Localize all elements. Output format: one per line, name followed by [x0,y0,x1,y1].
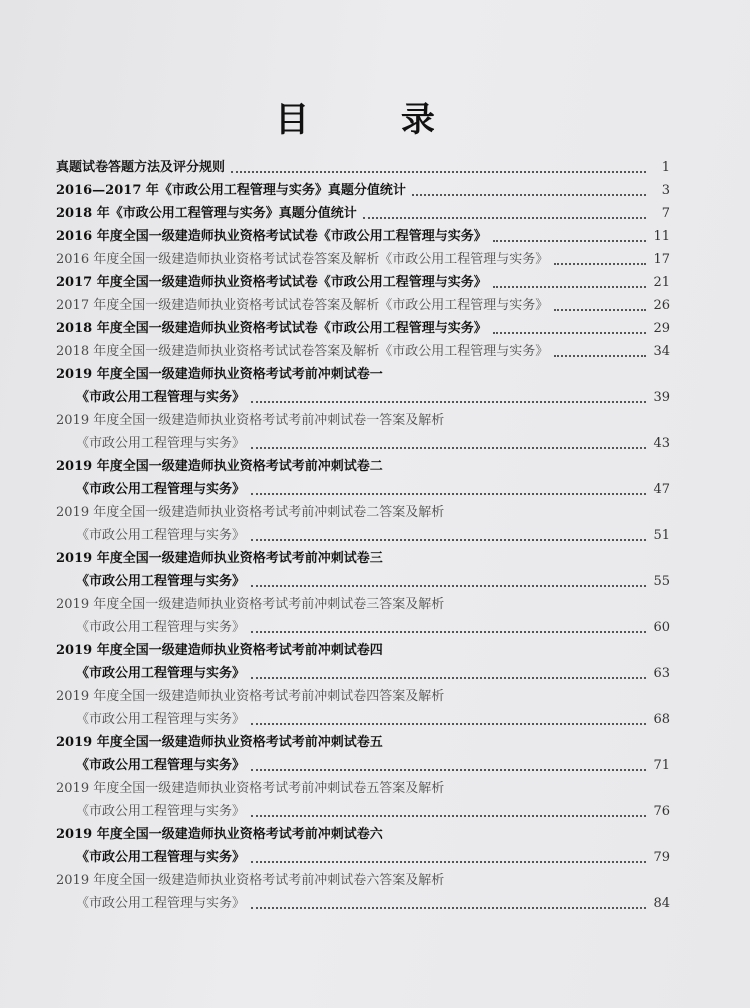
toc-entry-text: 2019 年度全国一级建造师执业资格考试考前冲刺试卷五 [56,735,383,750]
leader-dots [251,769,646,771]
toc-page-number: 39 [653,390,670,405]
toc-entry [56,708,670,731]
toc-entry-heading [56,593,670,616]
toc-entry [56,386,670,409]
toc-entry-text: 《市政公用工程管理与实务》 [76,850,246,865]
toc-entry-heading [56,455,670,478]
toc-entry [56,225,670,248]
leader-dots [251,631,646,633]
toc-page-number: 34 [653,344,670,359]
toc-entry [56,616,670,639]
toc-page-number: 51 [653,528,670,543]
toc-entry-text: 2018 年《市政公用工程管理与实务》真题分值统计 [56,206,357,221]
toc-entry-text: 2019 年度全国一级建造师执业资格考试考前冲刺试卷二答案及解析 [56,505,445,520]
toc-page-number: 68 [653,712,670,727]
toc-entry-text: 2019 年度全国一级建造师执业资格考试考前冲刺试卷三 [56,551,383,566]
toc-entry-text: 2018 年度全国一级建造师执业资格考试试卷《市政公用工程管理与实务》 [56,321,487,336]
toc-entry-heading [56,685,670,708]
toc-entry [56,202,670,225]
toc-entry-text: 《市政公用工程管理与实务》 [76,666,246,681]
toc-entry-heading [56,547,670,570]
leader-dots [251,493,646,495]
toc-page-number: 79 [653,850,670,865]
toc-entry-text: 《市政公用工程管理与实务》 [76,390,246,405]
toc-entry-heading [56,639,670,662]
leader-dots [554,309,646,311]
toc-entry-heading [56,363,670,386]
toc-entry-text: 2017 年度全国一级建造师执业资格考试试卷《市政公用工程管理与实务》 [56,275,487,290]
toc-entry-text: 2019 年度全国一级建造师执业资格考试考前冲刺试卷一答案及解析 [56,413,445,428]
toc-page-number: 60 [653,620,670,635]
toc-page-number: 84 [653,896,670,911]
leader-dots [412,194,646,196]
toc-entry [56,478,670,501]
toc-entry [56,248,670,271]
toc-entry [56,800,670,823]
toc-entry-heading [56,501,670,524]
leader-dots [493,332,646,334]
toc-entry-text: 2016 年度全国一级建造师执业资格考试试卷《市政公用工程管理与实务》 [56,229,487,244]
leader-dots [363,217,646,219]
toc-page-number: 63 [653,666,670,681]
toc-entry-text: 2019 年度全国一级建造师执业资格考试考前冲刺试卷六答案及解析 [56,873,445,888]
toc-entry [56,432,670,455]
toc-entry-heading [56,777,670,800]
toc-entry [56,317,670,340]
toc-entry [56,179,670,202]
toc-entry [56,892,670,915]
toc-page-number: 7 [661,206,670,221]
toc-entry-heading [56,409,670,432]
toc-entry-text: 2019 年度全国一级建造师执业资格考试考前冲刺试卷五答案及解析 [56,781,445,796]
toc-entry-text: 2019 年度全国一级建造师执业资格考试考前冲刺试卷四答案及解析 [56,689,445,704]
leader-dots [251,447,646,449]
toc-entry-text: 《市政公用工程管理与实务》 [76,620,246,635]
toc-entry-text: 真题试卷答题方法及评分规则 [56,160,226,175]
toc-entry [56,294,670,317]
toc-entry-text: 《市政公用工程管理与实务》 [76,712,246,727]
toc-entry-heading [56,731,670,754]
toc-entry [56,570,670,593]
leader-dots [251,677,646,679]
toc-entry [56,662,670,685]
toc-page-number: 55 [653,574,670,589]
page-title: 目 录 [275,100,475,140]
toc-entry-text: 2019 年度全国一级建造师执业资格考试考前冲刺试卷二 [56,459,383,474]
toc-page-number: 1 [661,160,670,175]
toc-entry-text: 2016—2017 年《市政公用工程管理与实务》真题分值统计 [56,183,406,198]
toc-page-number: 21 [653,275,670,290]
toc-entry-text: 《市政公用工程管理与实务》 [76,896,246,911]
toc-list [56,156,670,915]
leader-dots [493,240,646,242]
toc-entry-text: 2019 年度全国一级建造师执业资格考试考前冲刺试卷四 [56,643,383,658]
leader-dots [251,723,646,725]
toc-page-number: 43 [653,436,670,451]
leader-dots [554,355,646,357]
leader-dots [251,907,646,909]
leader-dots [251,585,646,587]
leader-dots [251,815,646,817]
leader-dots [251,539,646,541]
toc-entry [56,156,670,179]
toc-entry-heading [56,823,670,846]
toc-page-number: 3 [661,183,670,198]
leader-dots [251,401,646,403]
toc-entry-text: 2019 年度全国一级建造师执业资格考试考前冲刺试卷一 [56,367,383,382]
toc-entry-heading [56,869,670,892]
toc-entry-text: 《市政公用工程管理与实务》 [76,758,246,773]
leader-dots [251,861,646,863]
toc-entry-text: 《市政公用工程管理与实务》 [76,482,246,497]
leader-dots [231,171,646,173]
toc-entry-text: 《市政公用工程管理与实务》 [76,574,246,589]
toc-entry [56,340,670,363]
toc-entry [56,846,670,869]
toc-entry [56,754,670,777]
toc-page-number: 26 [653,298,670,313]
toc-entry-text: 《市政公用工程管理与实务》 [76,528,246,543]
toc-entry-text: 2019 年度全国一级建造师执业资格考试考前冲刺试卷三答案及解析 [56,597,445,612]
toc-entry [56,271,670,294]
toc-page-number: 29 [653,321,670,336]
toc-page-number: 76 [653,804,670,819]
toc-page-number: 17 [653,252,670,267]
leader-dots [493,286,646,288]
toc-entry-text: 2016 年度全国一级建造师执业资格考试试卷答案及解析《市政公用工程管理与实务》 [56,252,549,267]
toc-entry-text: 2017 年度全国一级建造师执业资格考试试卷答案及解析《市政公用工程管理与实务》 [56,298,549,313]
toc-entry [56,524,670,547]
toc-entry-text: 2019 年度全国一级建造师执业资格考试考前冲刺试卷六 [56,827,383,842]
toc-page-number: 71 [653,758,670,773]
leader-dots [554,263,646,265]
toc-entry-text: 《市政公用工程管理与实务》 [76,436,246,451]
toc-entry-text: 2018 年度全国一级建造师执业资格考试试卷答案及解析《市政公用工程管理与实务》 [56,344,549,359]
toc-entry-text: 《市政公用工程管理与实务》 [76,804,246,819]
toc-page-number: 47 [653,482,670,497]
toc-page-number: 11 [653,229,670,244]
